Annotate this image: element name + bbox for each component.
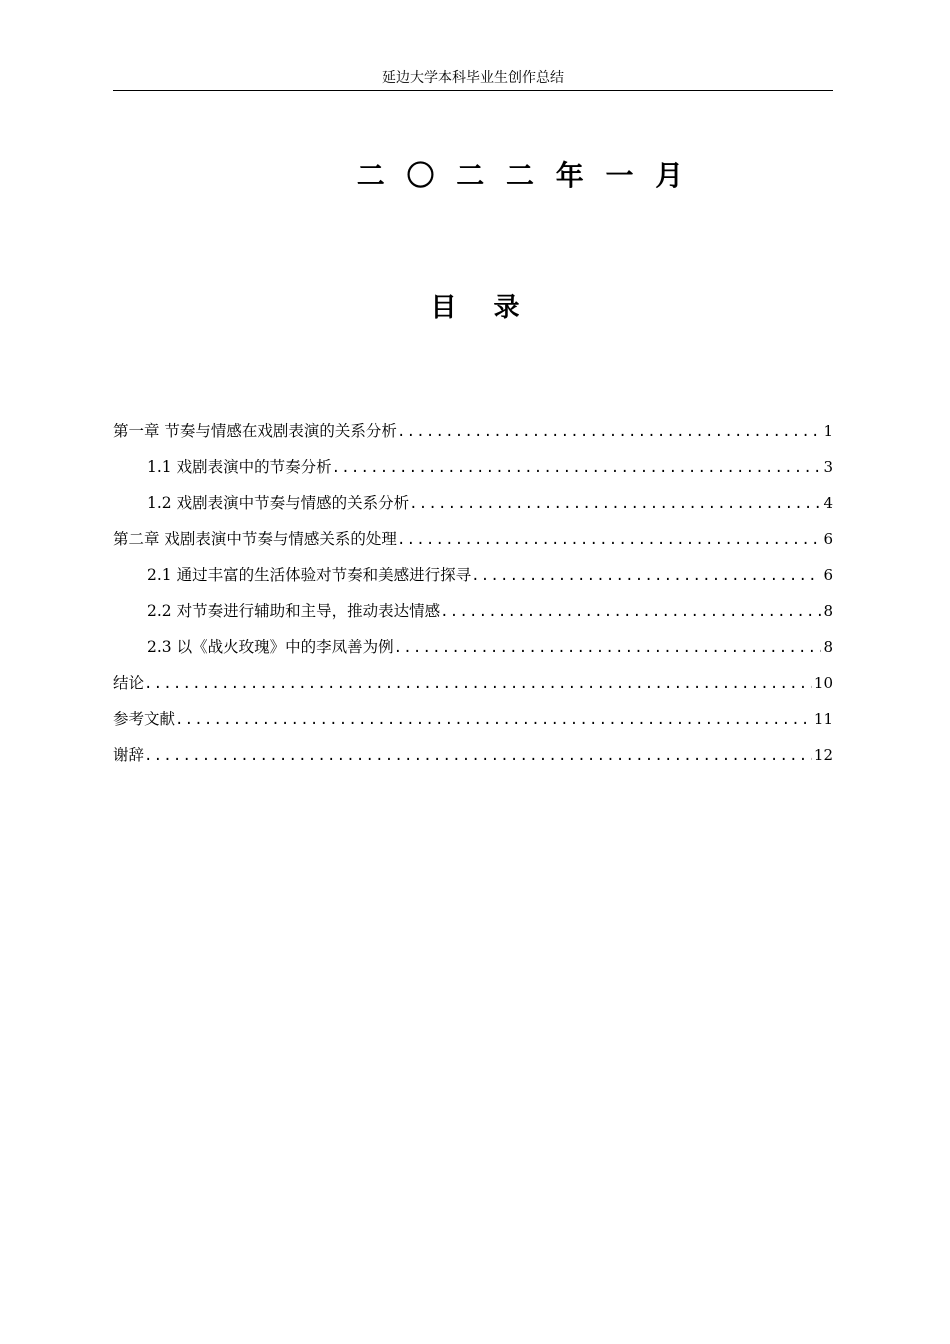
toc-entry-page: 6	[823, 566, 833, 584]
toc-entry-conclusion[interactable]	[113, 668, 833, 704]
toc-entry-page: 8	[823, 602, 833, 620]
toc-entry-acknowledgements[interactable]	[113, 740, 833, 776]
toc-entry-page: 4	[823, 494, 833, 512]
date-char: 一	[605, 159, 634, 192]
header-title: 延边大学本科毕业生创作总结	[382, 70, 564, 86]
toc-entry-page: 12	[813, 746, 833, 764]
date-char: 月	[655, 159, 684, 192]
toc-entry-label: 1.1 戏剧表演中的节奏分析	[147, 458, 332, 476]
dot-leader	[397, 417, 822, 447]
toc-title-char: 目	[430, 293, 457, 323]
toc-entry-label: 结论	[113, 674, 145, 692]
toc-entry-section-2-3[interactable]	[113, 632, 833, 668]
toc-entry-section-1-1[interactable]	[113, 452, 833, 488]
toc-entry-label: 第二章 戏剧表演中节奏与情感关系的处理	[113, 530, 397, 548]
toc-title-char: 录	[493, 293, 520, 323]
date-char: 年	[555, 159, 584, 192]
toc-entry-section-2-2[interactable]	[113, 596, 833, 632]
date-char: 二	[505, 159, 534, 192]
toc-entry-page: 11	[813, 710, 833, 728]
toc-entry-page: 8	[823, 638, 833, 656]
toc-entry-references[interactable]	[113, 704, 833, 740]
date-char: 二	[356, 159, 385, 192]
toc-entry-page: 3	[823, 458, 833, 476]
dot-leader	[144, 741, 812, 771]
date-char: 二	[456, 159, 485, 192]
dot-leader	[397, 525, 822, 555]
toc-entry-label: 2.3 以《战火玫瑰》中的李凤善为例	[147, 638, 394, 656]
toc-entry-page: 10	[813, 674, 833, 692]
dot-leader	[471, 561, 821, 591]
dot-leader	[144, 669, 812, 699]
toc-entry-chapter-2[interactable]	[113, 524, 833, 560]
page-header	[113, 68, 833, 91]
dot-leader	[409, 489, 821, 519]
date-line	[0, 158, 950, 194]
dot-leader	[175, 705, 812, 735]
toc-entry-label: 谢辞	[113, 746, 145, 764]
dot-leader	[440, 597, 821, 627]
toc-entry-page: 6	[823, 530, 833, 548]
toc-title	[0, 290, 950, 326]
toc-entry-label: 参考文献	[113, 710, 176, 728]
toc-entry-label: 1.2 戏剧表演中节奏与情感的关系分析	[147, 494, 410, 512]
dot-leader	[332, 453, 822, 483]
toc-entry-section-1-2[interactable]	[113, 488, 833, 524]
toc-entry-page: 1	[823, 422, 833, 440]
toc-entry-section-2-1[interactable]	[113, 560, 833, 596]
toc-entry-label: 第一章 节奏与情感在戏剧表演的关系分析	[113, 422, 397, 440]
dot-leader	[394, 633, 822, 663]
toc-entry-chapter-1[interactable]	[113, 416, 833, 452]
table-of-contents	[113, 416, 833, 776]
date-char: 〇	[406, 159, 435, 192]
toc-entry-label: 2.1 通过丰富的生活体验对节奏和美感进行探寻	[147, 566, 472, 584]
toc-entry-label: 2.2 对节奏进行辅助和主导，推动表达情感	[147, 602, 441, 620]
